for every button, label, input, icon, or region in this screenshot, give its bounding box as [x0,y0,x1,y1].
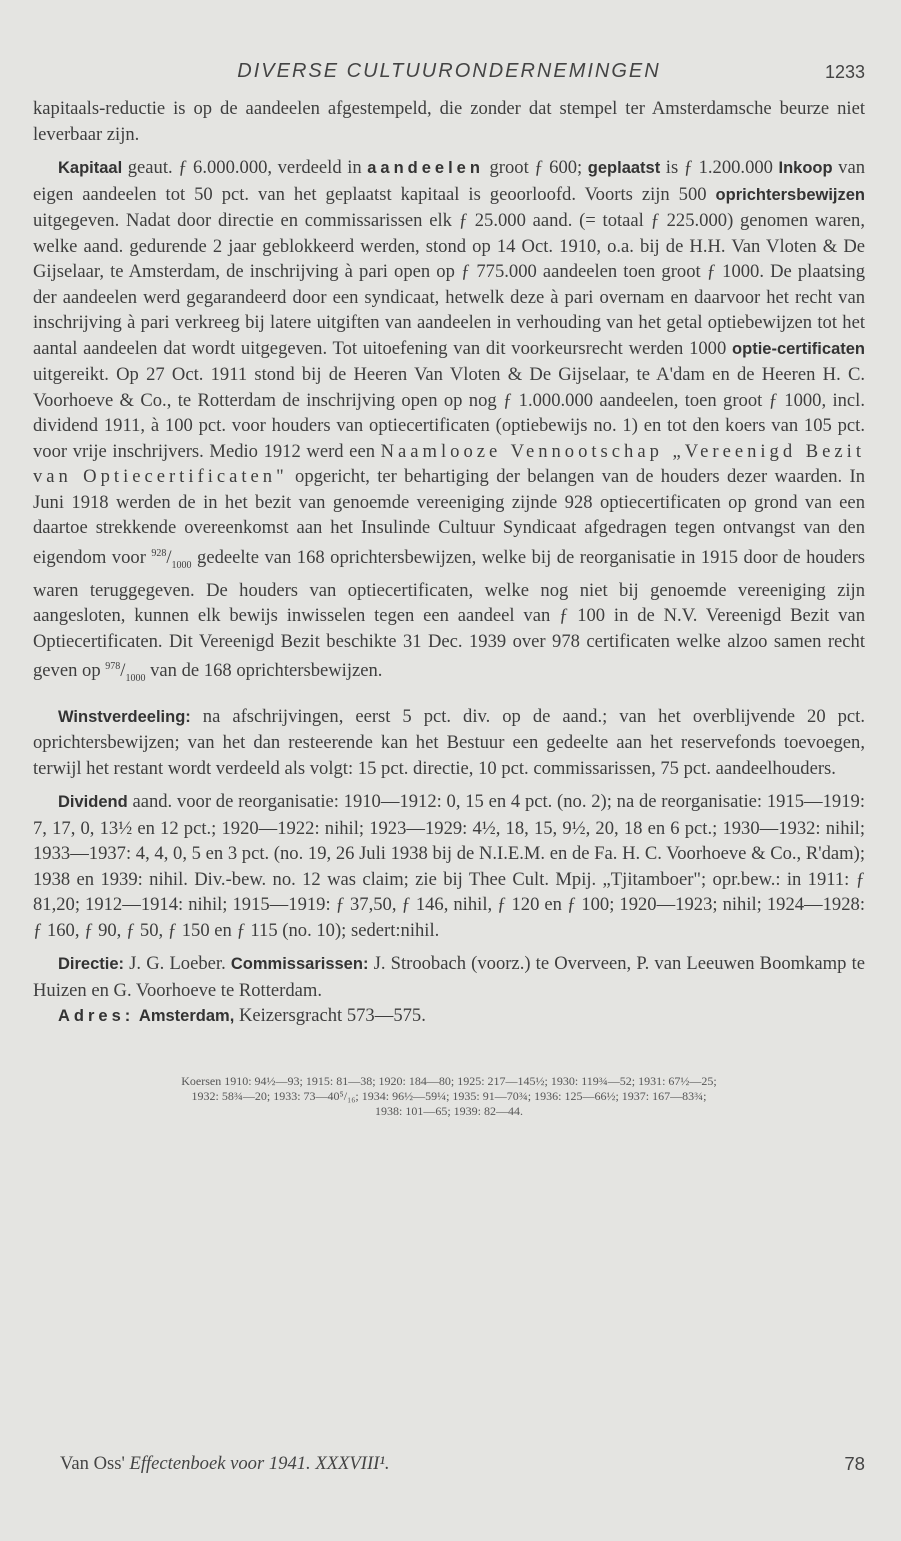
koersen-line: Koersen 1910: 94½—93; 1915: 81—38; 1920: 184—80; 1925: 217—145½; 1930: 119¾—52; 1931: 67½—25; [181,1073,717,1088]
footer-page-number: 78 [844,1453,865,1474]
aandeelen-spaced: aandeelen [367,159,484,177]
text-run: uitgegeven. Nadat door directie en commissarissen elk ƒ 25.000 aand. (= totaal ƒ 225.000) genomen waren, welke aand. gedurende 2 jaar geblokkeerd werden, stond op 14 Oct. 1910, o.a. bij de H.H. Van Vloten & De Gijselaar, te Amsterdam, de inschrijving à pari open op ƒ 775.000 aandeelen toen groot ƒ 1000. De plaatsing der aandeelen werd gegarandeerd door een syndicaat, hetwelk deze à pari overnam en daarvoor het recht van inschrijving à pari verkreeg bij latere uitgiften van aandeelen in verhouding van het getal optiebewijzen tot het aantal aandeelen dat wordt uitgegeven. Tot uitoefening van dit voorkeursrecht werden 1000 [33,210,865,359]
text-run: gedeelte van 168 oprichtersbewijzen, welke bij de reorganisatie in 1915 door de houders waren teruggegeven. De houders van optiecertificaten, welke nog niet bij genoemde vereeniging zijn aangesloten, kunnen elk bewijs inwisselen tegen een aandeel van ƒ 100 in de N.V. Vereenigd Bezit van Optiecertificaten. Dit Vereenigd Bezit beschikte 31 Dec. 1939 over 978 certificaten welke alzoo samen recht geven op [33,546,866,682]
inkoop-label: Inkoop [778,159,833,177]
directie-label: Directie: [58,955,125,974]
text-run: opgericht, ter behartiging der belangen van de houders dezer waarden. In Juni 1918 werden de in het bezit van genoemde vereeniging zijnde 928 optiecertificaten op grond van een daartoe strekkende overeenkomst aan het Insulinde Cultuur Syndicaat afgedragen tegen ontvangst van den eigendom voor [33,466,865,568]
fraction-denominator: 1000 [125,673,146,685]
commissarissen-label: Commissarissen: [230,955,369,974]
running-title: DIVERSE CULTUURONDERNEMINGEN [237,60,661,82]
text-run: na afschrijvingen, eerst 5 pct. div. op de aand.; van het overblijvende 20 pct. oprichtersbewijzen; van het dan resteerende kan het Bestuur een gedeelte aan het reservefonds toevoegen, terwijl het restant wordt verdeeld als volgt: 15 pct. directie, 10 pct. commissarissen, 75 pct. aandeelhouders. [33,705,865,779]
adres-street: Keizersgracht 573—575. [234,1005,426,1027]
koersen-line: 1932: 58¾—20; 1933: 73—40⁵/₁₆; 1934: 96½—59¼; 1935: 91—70¾; 1936: 125—66½; 1937: 167—83¾; [191,1088,707,1103]
text-run: aand. voor de reorganisatie: 1910—1912: 0, 15 en 4 pct. (no. 2); na de reorganisatie: 1915—1919: 7, 17, 0, 13½ en 12 pct.; 1920—1922: nihil; 1923—1929: 4½, 18, 15, 9½, 20, 18 en 6 pct.; 1930—1932: nihil; 1933—1937: 4, 4, 0, 5 en 3 pct. (no. 19, 26 Juli 1938 bij de N.I.E.M. en de Fa. H. C. Voorhoeve & Co., R'dam); 1938 en 1939: nihil. Div.-bew. no. 12 was claim; zie bij Thee Cult. Mpij. „Tjitamboer"; opr.bew.: in 1911: ƒ 81,20; 1912—1914: nihil; 1915—1919: ƒ 37,50, ƒ 146, nihil, ƒ 120 en ƒ 100; 1920—1923; nihil; 1924—1928: ƒ 160, ƒ 90, ƒ 50, ƒ 150 en ƒ 115 (no. 10); sedert:nihil. [33,791,865,941]
adres-line [33,1003,865,1030]
intro-paragraph: kapitaals-reductie is op de aandeelen afgestempeld, die zonder dat stempel ter Amsterdamsche beurze niet leverbaar zijn. [33,98,865,145]
fraction-numerator: 928 [151,547,167,559]
footer-book-title: Effectenboek voor 1941. XXXVIII¹. [129,1453,390,1474]
page-footer [60,1453,865,1475]
adres-city: Amsterdam, [138,1007,235,1026]
page-header [33,58,865,96]
adres-label: Adres: [58,1007,135,1026]
nv-name-spaced: Naamlooze Vennootschap „Vereenigd Bezit van Optiecertificaten" [33,440,865,487]
text-run: J. Stroobach (voorz.) te Overveen, P. van Leeuwen Boomkamp te Huizen en G. Voorhoeve te Rotterdam. [33,953,866,1001]
text-run: geaut. ƒ 6.000.000, verdeeld in [122,157,368,178]
dividend-label: Dividend [58,793,128,812]
directie-paragraph [33,951,865,1003]
text-run: van eigen aandeelen tot 50 pct. van het geplaatst kapitaal is geoorloofd. Voorts zijn 500 [33,157,865,205]
oprichtersbewijzen-label: oprichtersbewijzen [715,185,865,204]
optie-certificaten-label: optie-certificaten [732,339,865,358]
fraction-denominator: 1000 [171,559,192,571]
document-body [33,96,865,1119]
text-run: groot ƒ 600; [483,157,588,178]
kapitaal-paragraph: Kapitaal geaut. ƒ 6.000.000, verdeeld in aandeelen groot ƒ 600; geplaatst is ƒ 1.200.000 Inkoop van eigen aandeelen tot 50 pct. van het geplaatst kapitaal is geoorloofd. Voorts zijn 500 oprichtersbewijzen uitgegeven. Nadat door directie en commissarissen elk ƒ 25.000 aand. (= totaal ƒ 225.000) genomen waren, welke aand. gedurende 2 jaar geblokkeerd werden, stond op 14 Oct. 1910, o.a. bij de H.H. Van Vloten & De Gijselaar, te Amsterdam, de inschrijving à pari open op ƒ 775.000 aandeelen toen groot ƒ 1000. De plaatsing der aandeelen werd gegarandeerd door een syndicaat, hetwelk deze à pari overnam en daarvoor het recht van inschrijving à pari verkreeg bij latere uitgiften van aandeelen in verhouding van het getal optiebewijzen tot het aantal aandeelen dat wordt uitgegeven. Tot uitoefening van dit voorkeursrecht werden 1000 optie-certificaten uitgereikt. Op 27 Oct. 1911 stond bij de Heeren Van Vloten & De Gijselaar, te A'dam en de Heeren H. C. Voorhoeve & Co., te Rotterdam de inschrijving open op nog ƒ 1.000.000 aandeelen, toen groot ƒ 1000, incl. dividend 1911, à 100 pct. voor houders van optiecertificaten (optiebewijs no. 1) en tot den koers van 105 pct. voor vrije inschrijvers. Medio 1912 werd een Naamlooze Vennootschap „Vereenigd Bezit van Optiecertificaten" opgericht, ter behartiging der belangen van de houders dezer waarden. In Juni 1918 werden de in het bezit van genoemde vereeniging zijnde 928 optiecertificaten op grond van een daartoe strekkende overeenkomst aan het Insulinde Cultuur Syndicaat afgedragen tegen ontvangst van den eigendom voor $^{928}/_{1000}$ gedeelte van 168 oprichtersbewijzen, welke bij de reorganisatie in 1915 door de houders waren teruggegeven. De houders van optiecertificaten, welke nog niet bij genoemde vereeniging zijn aangesloten, kunnen elk bewijs inwisselen tegen een aandeel van ƒ 100 in de N.V. Vereenigd Bezit van Optiecertificaten. Dit Vereenigd Bezit beschikte 31 Dec. 1939 over 978 certificaten welke alzoo samen recht geven op $^{978}/_{1000}$ van de 168 oprichtersbewijzen. [33,157,866,685]
text-run: van de 168 oprichtersbewijzen. [145,660,383,682]
koersen-block [33,1074,865,1119]
fraction-numerator: 978 [105,661,121,673]
text-run: uitgereikt. Op 27 Oct. 1911 stond bij de Heeren Van Vloten & De Gijselaar, te A'dam en de Heeren H. C. Voorhoeve & Co., te Rotterdam de inschrijving open op nog ƒ 1.000.000 aandeelen, toen groot ƒ 1000, incl. dividend 1911, à 100 pct. voor houders van optiecertificaten (optiebewijs no. 1) en tot den koers van 105 pct. voor vrije inschrijvers. Medio 1912 werd een [33,364,865,462]
kapitaal-label: Kapitaal [58,159,123,177]
koersen-line: 1938: 101—65; 1939: 82—44. [374,1103,523,1118]
dividend-paragraph [33,789,865,943]
page-number: 1233 [824,62,865,82]
footer-publisher: Van Oss' [60,1453,130,1474]
text-run: J. G. Loeber. [124,953,231,975]
text-run: is ƒ 1.200.000 [660,157,779,178]
geplaatst-label: geplaatst [587,159,661,177]
winstverdeeling-label: Winstverdeeling: [58,707,191,726]
winstverdeeling-paragraph [33,704,865,782]
